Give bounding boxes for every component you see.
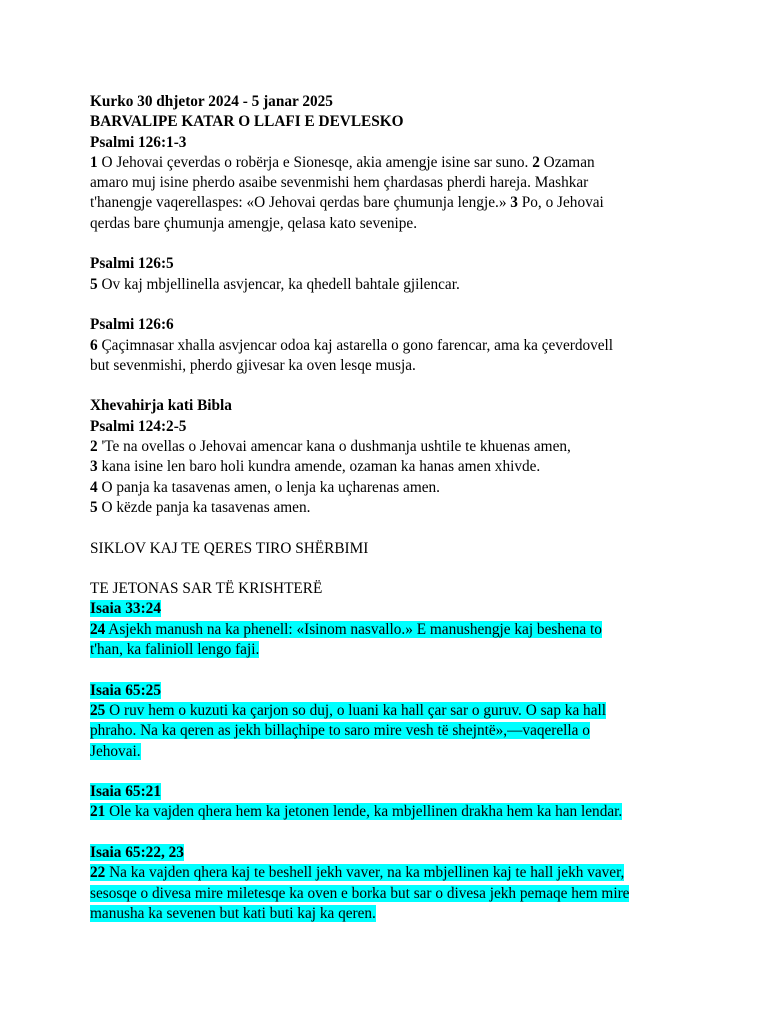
verse-text: 'Te na ovellas o Jehovai amencar kana o dushmanja ushtile te khuenas amen, bbox=[97, 438, 571, 456]
scripture-block bbox=[90, 782, 690, 823]
scripture-reference: Psalmi 126:1-3 bbox=[90, 133, 187, 151]
verse-text: phraho. Na ka qeren as jekh billaçhipe to saro mire vesh të shejntë»,—vaqerella o bbox=[90, 722, 590, 740]
verse-number: 5 bbox=[90, 498, 98, 516]
gems-verses bbox=[90, 437, 690, 518]
verse-text: O panja ka tasavenas amen, o lenja ka uçharenas amen. bbox=[97, 478, 440, 496]
verse-text: qerdas bare çhumunja amengje, qelasa kato sevenipe. bbox=[90, 214, 418, 232]
document-page bbox=[90, 92, 690, 924]
verse-line bbox=[90, 437, 690, 457]
verse-number: 4 bbox=[90, 478, 98, 496]
scripture-reference bbox=[90, 843, 690, 863]
highlighted-text bbox=[90, 743, 141, 760]
highlighted-text bbox=[90, 885, 629, 902]
highlighted-scripture-blocks bbox=[90, 599, 690, 924]
verse-line bbox=[90, 863, 690, 883]
scripture-block bbox=[90, 681, 690, 762]
verse-text: Ozaman bbox=[539, 153, 595, 171]
verse-text: O Jehovai çeverdas o robërja e Sionesqe, akia amengje isine sar suno. bbox=[97, 153, 533, 171]
verse-line bbox=[90, 356, 690, 376]
verse-text: t'hanengje vaqerellaspes: «O Jehovai qerdas bare çhumunja lengje.» bbox=[90, 194, 511, 212]
verse-text: Jehovai. bbox=[90, 742, 141, 760]
scripture-reference bbox=[90, 681, 690, 701]
verse-number: 24 bbox=[90, 620, 106, 638]
highlighted-text: Isaia 33:24 bbox=[90, 600, 161, 618]
scripture-reference: Psalmi 126:5 bbox=[90, 255, 174, 273]
verse-line bbox=[90, 721, 690, 741]
ministry-title: SIKLOV KAJ TE QERES TIRO SHËRBIMI bbox=[90, 539, 369, 557]
scripture-block bbox=[90, 133, 690, 234]
verse-line bbox=[90, 153, 690, 173]
highlighted-text bbox=[90, 905, 376, 922]
verse-line bbox=[90, 173, 690, 193]
verse-line bbox=[90, 478, 690, 498]
verse-text: Asjekh manush na ka phenell: «Isinom nasvallo.» E manushengje kaj beshena to bbox=[105, 620, 602, 638]
section-title: BARVALIPE KATAR O LLAFI E DEVLESKO bbox=[90, 113, 404, 131]
highlighted-text bbox=[90, 621, 602, 638]
scripture-block bbox=[90, 254, 690, 295]
scripture-block bbox=[90, 599, 690, 660]
scripture-blocks bbox=[90, 133, 690, 377]
highlighted-text: Isaia 65:25 bbox=[90, 681, 161, 699]
verse-number: 25 bbox=[90, 701, 106, 719]
verse-number: 3 bbox=[510, 194, 518, 212]
highlighted-text bbox=[90, 702, 606, 719]
verse-text: manusha ka sevenen but kati buti kaj ka qeren. bbox=[90, 904, 376, 922]
living-title: TE JETONAS SAR TË KRISHTERË bbox=[90, 580, 323, 598]
verse-line bbox=[90, 214, 690, 234]
verse-text: O këzde panja ka tasavenas amen. bbox=[97, 498, 311, 516]
verse-text: Ov kaj mbjellinella asvjencar, ka qhedell bahtale gjilencar. bbox=[97, 275, 460, 293]
highlighted-text: Isaia 65:21 bbox=[90, 783, 161, 801]
verse-number: 2 bbox=[532, 153, 540, 171]
scripture-block bbox=[90, 315, 690, 376]
verse-line bbox=[90, 275, 690, 295]
week-title: Kurko 30 dhjetor 2024 - 5 janar 2025 bbox=[90, 93, 333, 110]
verse-number: 6 bbox=[90, 336, 98, 354]
verse-text: Na ka vajden qhera kaj te beshell jekh vaver, na ka mbjellinen kaj te hall jekh vaver, bbox=[105, 864, 625, 882]
verse-number: 2 bbox=[90, 438, 98, 456]
gems-title: Xhevahirja kati Bibla bbox=[90, 397, 232, 415]
verse-number: 5 bbox=[90, 275, 98, 293]
verse-text: kana isine len baro holi kundra amende, ozaman ka hanas amen xhivde. bbox=[97, 458, 541, 476]
verse-text: t'han, ka falinioll lengo faji. bbox=[90, 641, 260, 659]
highlighted-text bbox=[90, 722, 590, 739]
verse-line bbox=[90, 498, 690, 518]
verse-line bbox=[90, 620, 690, 640]
scripture-reference bbox=[90, 599, 690, 619]
verse-line bbox=[90, 193, 690, 213]
highlighted-text bbox=[90, 864, 624, 881]
verse-line bbox=[90, 742, 690, 762]
highlighted-text bbox=[90, 803, 622, 820]
verse-text: Ole ka vajden qhera hem ka jetonen lende, ka mbjellinen drakha hem ka han lendar. bbox=[105, 803, 623, 821]
verse-number: 3 bbox=[90, 458, 98, 476]
highlighted-text bbox=[90, 641, 259, 658]
verse-line bbox=[90, 336, 690, 356]
verse-line bbox=[90, 802, 690, 822]
verse-number: 22 bbox=[90, 864, 106, 882]
verse-text: Çaçimnasar xhalla asvjencar odoa kaj astarella o gono farencar, ama ka çeverdovell bbox=[97, 336, 614, 354]
verse-number: 1 bbox=[90, 153, 98, 171]
verse-text: Po, o Jehovai bbox=[517, 194, 604, 212]
verse-line bbox=[90, 884, 690, 904]
verse-line bbox=[90, 640, 690, 660]
scripture-reference: Psalmi 126:6 bbox=[90, 316, 174, 334]
scripture-block bbox=[90, 843, 690, 924]
verse-text: O ruv hem o kuzuti ka çarjon so duj, o luani ka hall çar sar o guruv. O sap ka hall bbox=[105, 701, 606, 719]
gems-reference: Psalmi 124:2-5 bbox=[90, 417, 187, 435]
verse-number: 21 bbox=[90, 803, 106, 821]
verse-line bbox=[90, 701, 690, 721]
verse-text: amaro muj isine pherdo asaibe sevenmishi hem çhardasas pherdi hareja. Mashkar bbox=[90, 174, 589, 192]
verse-text: but sevenmishi, pherdo gjivesar ka oven lesqe musja. bbox=[90, 356, 416, 374]
highlighted-text: Isaia 65:22, 23 bbox=[90, 843, 184, 861]
verse-line bbox=[90, 457, 690, 477]
scripture-reference bbox=[90, 782, 690, 802]
verse-text: sesosqe o divesa mire miletesqe ka oven e borka but sar o divesa jekh pemaqe hem mire bbox=[90, 884, 630, 902]
verse-line bbox=[90, 904, 690, 924]
